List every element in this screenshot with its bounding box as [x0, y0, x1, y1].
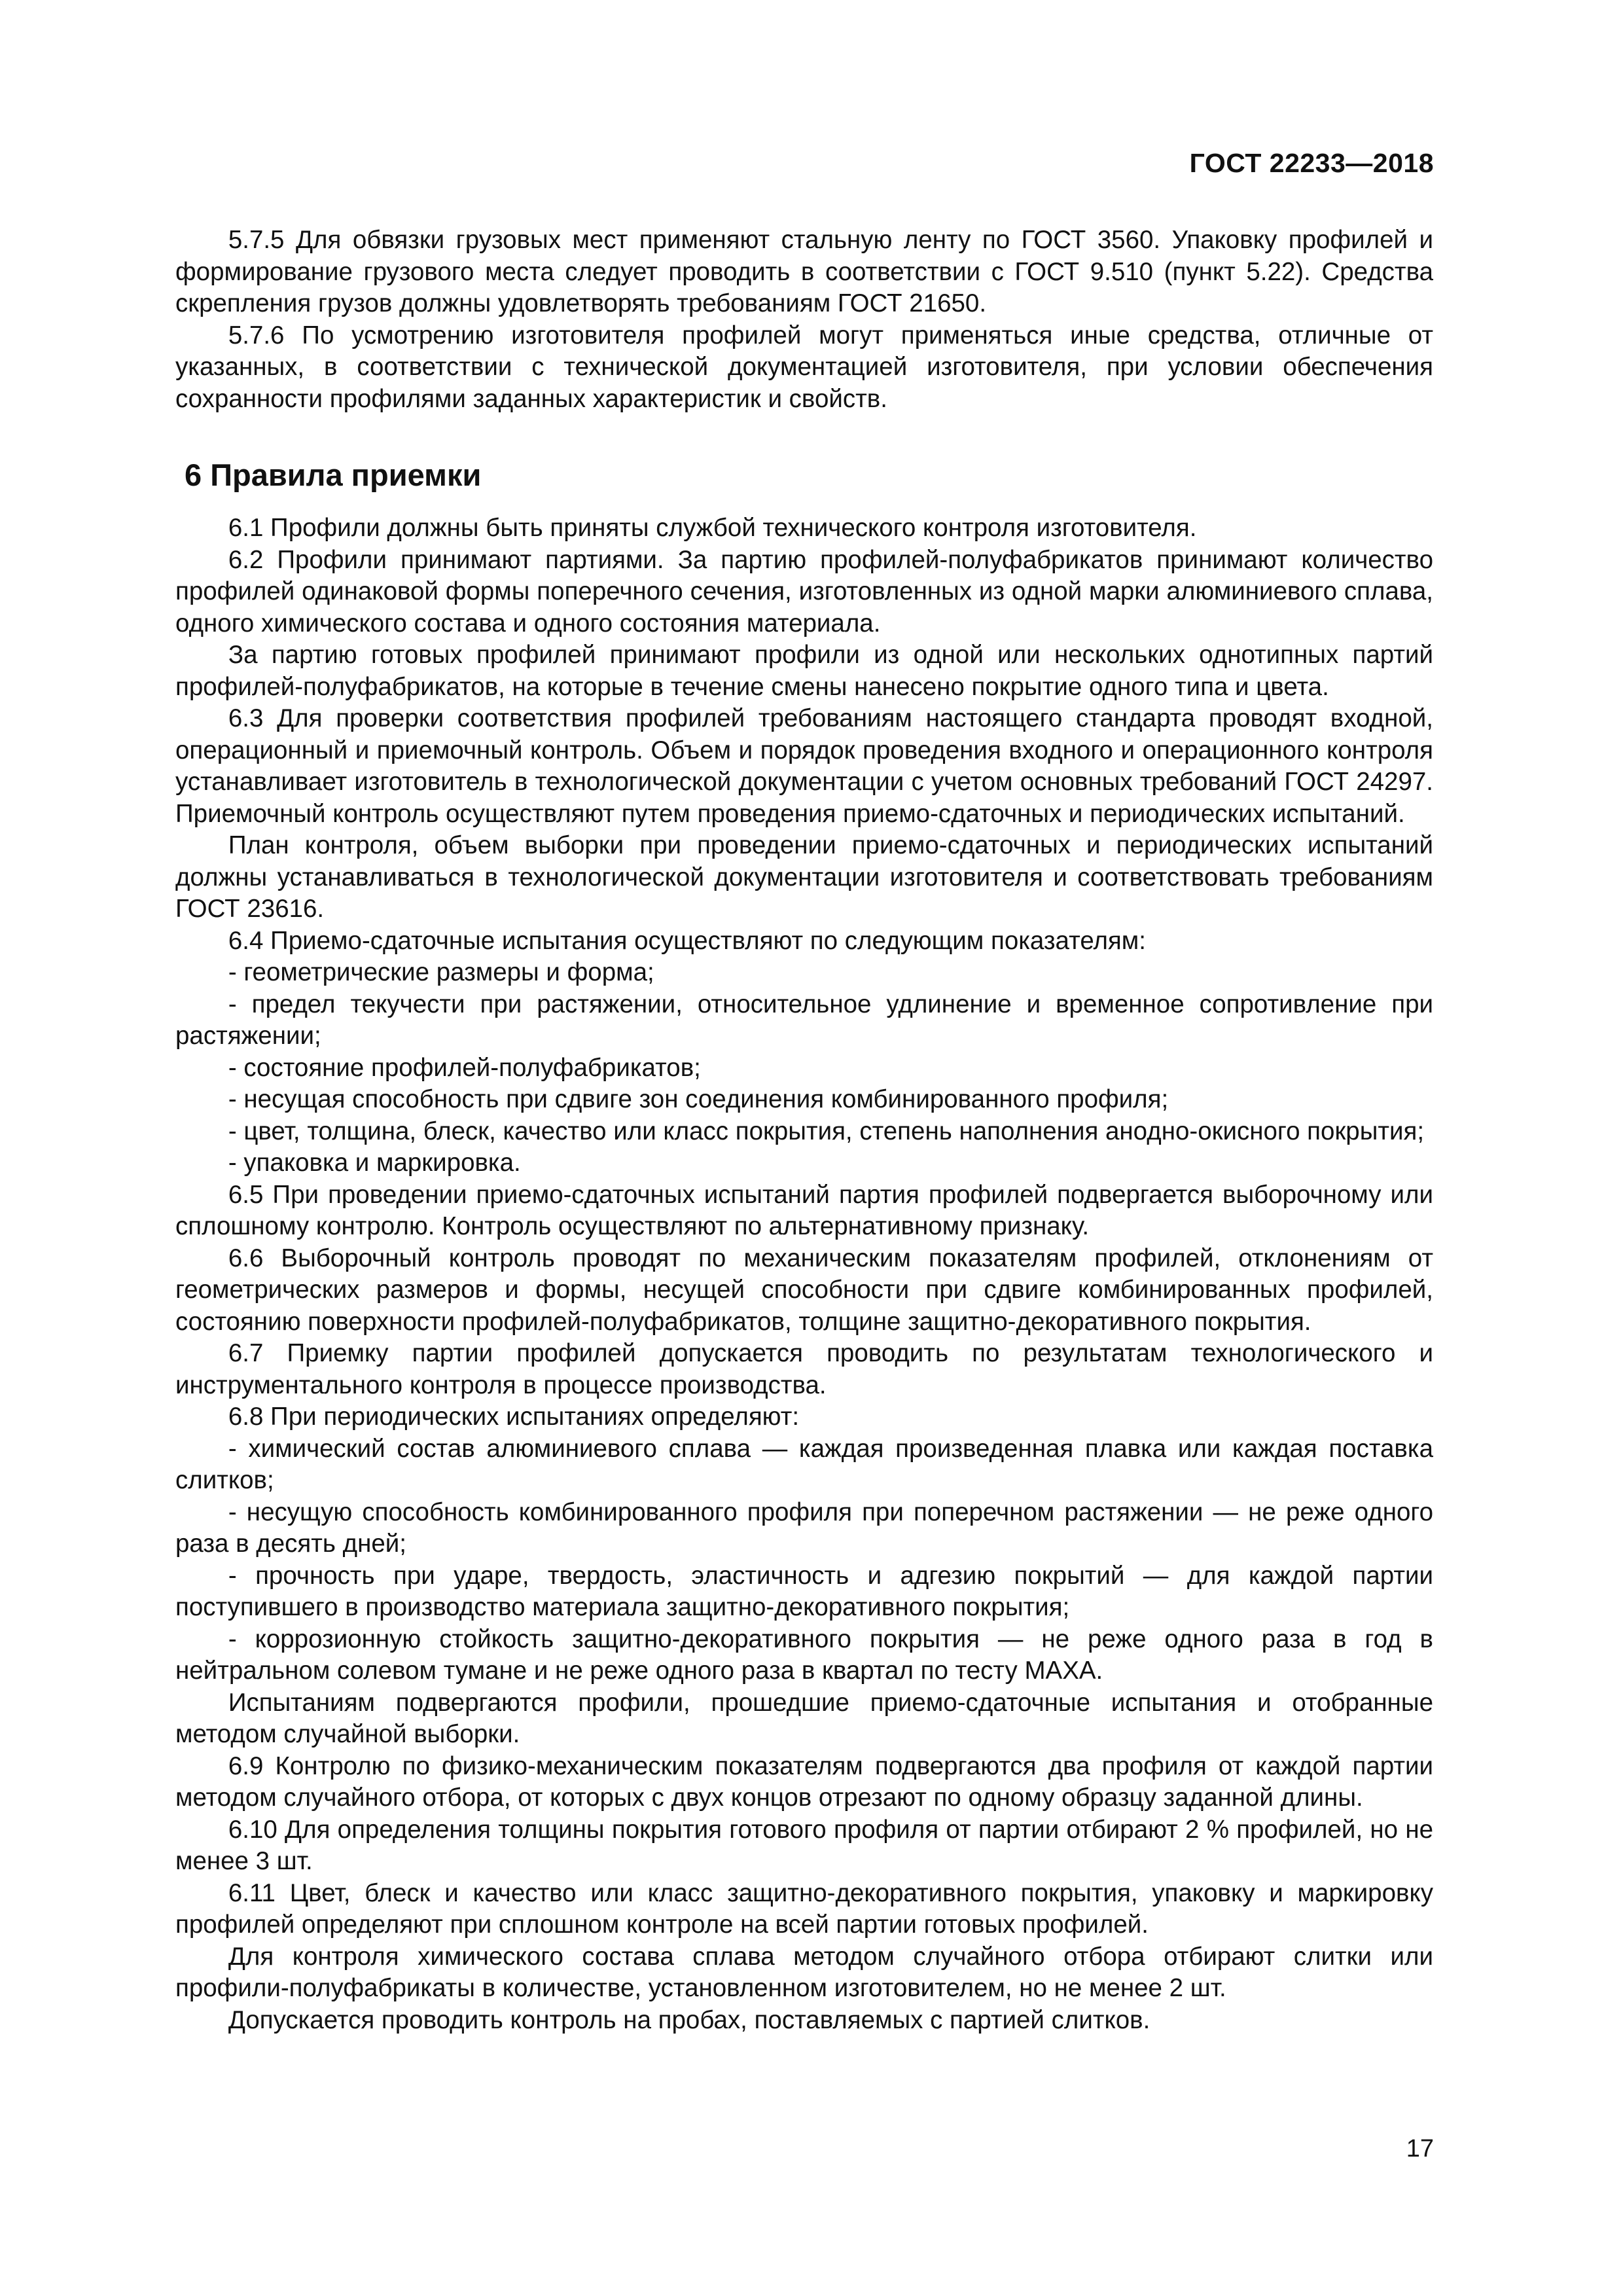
paragraph-6-3: 6.3 Для проверки соответствия профилей требованиям настоящего стандарта проводят входной, операционный и приемочный контроль. Объем и порядок проведения входного и операционного контроля устанавливает изготовитель в технологической документации с учетом основных требований ГОСТ 24297. Приемочный контроль осуществляют путем проведения приемо-сдаточных и периодических испытаний. [175, 704, 1433, 828]
paragraph-6-6: 6.6 Выборочный контроль проводят по механическим показателям профилей, отклонениям от геометрических размеров и формы, несущей способности при сдвиге комбинированных профилей, состоянию поверхности профилей-полуфабрикатов, толщине защитно-декоративного покрытия. [175, 1244, 1433, 1336]
list-item: - несущая способность при сдвиге зон соединения комбинированного профиля; [228, 1085, 1169, 1113]
paragraph-6-5: 6.5 При проведении приемо-сдаточных испытаний партия профилей подвергается выборочному или сплошному контролю. Контроль осуществляют по альтернативному признаку. [175, 1180, 1433, 1240]
list-item: - упаковка и маркировка. [228, 1149, 521, 1177]
paragraph-6-2: 6.2 Профили принимают партиями. За партию профилей-полуфабрикатов принимают количество профилей одинаковой формы поперечного сечения, изготовленных из одной марки алюминиевого сплава, одного химического состава и одного состояния материала. [175, 545, 1433, 637]
clause-5-7-block [175, 224, 1433, 415]
list-item: - химический состав алюминиевого сплава — каждая произведенная плавка или каждая поставка слитков; [175, 1434, 1433, 1494]
list-item: - состояние профилей-полуфабрикатов; [228, 1053, 701, 1082]
paragraph-6-10: 6.10 Для определения толщины покрытия готового профиля от партии отбирают 2 % профилей, но не менее 3 шт. [175, 1815, 1433, 1875]
list-item: - геометрические размеры и форма; [228, 958, 654, 986]
document-code-header: ГОСТ 22233—2018 [1189, 148, 1434, 178]
paragraph-6-9: 6.9 Контролю по физико-механическим показателям подвергаются два профиля от каждой партии методом случайного отбора, от которых с двух концов отрезают по одному образцу заданной длины. [175, 1751, 1433, 1812]
paragraph-6-2-continued: За партию готовых профилей принимают профили из одной или нескольких однотипных партий профилей-полуфабрикатов, на которые в течение смены нанесено покрытие одного типа и цвета. [175, 641, 1433, 701]
paragraph-5-7-6: 5.7.6 По усмотрению изготовителя профилей могут применяться иные средства, отличные от указанных, в соответствии с технической документацией изготовителя, при условии обеспечения сохранности профилями заданных характеристик и свойств. [175, 321, 1433, 413]
paragraph-6-1: 6.1 Профили должны быть приняты службой технического контроля изготовителя. [228, 514, 1197, 542]
paragraph-5-7-5: 5.7.5 Для обвязки грузовых мест применяют стальную ленту по ГОСТ 3560. Упаковку профилей и формирование грузового места следует проводить в соответствии с ГОСТ 9.510 (пункт 5.22). Средства скрепления грузов должны удовлетворять требованиям ГОСТ 21650. [175, 226, 1433, 317]
section-title: 6 Правила приемки [185, 457, 482, 492]
paragraph-6-11: 6.11 Цвет, блеск и качество или класс защитно-декоративного покрытия, упаковку и маркировку профилей определяют при сплошном контроле на всей партии готовых профилей. [175, 1878, 1433, 1939]
list-item: - цвет, толщина, блеск, качество или класс покрытия, степень наполнения анодно-окисного покрытия; [228, 1117, 1425, 1145]
paragraph-6-11-samples: Допускается проводить контроль на пробах, поставляемых с партией слитков. [228, 2005, 1150, 2034]
list-item: - предел текучести при растяжении, относительное удлинение и временное сопротивление при растяжении; [175, 990, 1433, 1050]
paragraph-6-8-note: Испытаниям подвергаются профили, прошедшие приемо-сдаточные испытания и отобранные методом случайной выборки. [175, 1688, 1433, 1748]
page-number: 17 [1406, 2135, 1434, 2162]
paragraph-6-3-plan: План контроля, объем выборки при проведении приемо-сдаточных и периодических испытаний должны устанавливаться в технологической документации изготовителя и соответствовать требованиям ГОСТ 23616. [175, 831, 1433, 923]
list-item: - прочность при ударе, твердость, эластичность и адгезию покрытий — для каждой партии поступившего в производство материала защитно-декоративного покрытия; [175, 1561, 1433, 1621]
paragraph-6-7: 6.7 Приемку партии профилей допускается проводить по результатам технологического и инструментального контроля в процессе производства. [175, 1339, 1433, 1399]
list-item: - коррозионную стойкость защитно-декоративного покрытия — не реже одного раза в год в нейтральном солевом тумане и не реже одного раза в квартал по тесту МАХА. [175, 1624, 1433, 1685]
list-item: - несущую способность комбинированного профиля при поперечном растяжении — не реже одного раза в десять дней; [175, 1498, 1433, 1558]
paragraph-6-11-chemical: Для контроля химического состава сплава методом случайного отбора отбирают слитки или профили-полуфабрикаты в количестве, установленном изготовителем, но не менее 2 шт. [175, 1942, 1433, 2002]
section-6-body [175, 512, 1433, 2036]
paragraph-6-8: 6.8 При периодических испытаниях определяют: [228, 1403, 800, 1431]
paragraph-6-4: 6.4 Приемо-сдаточные испытания осуществляют по следующим показателям: [228, 926, 1146, 955]
